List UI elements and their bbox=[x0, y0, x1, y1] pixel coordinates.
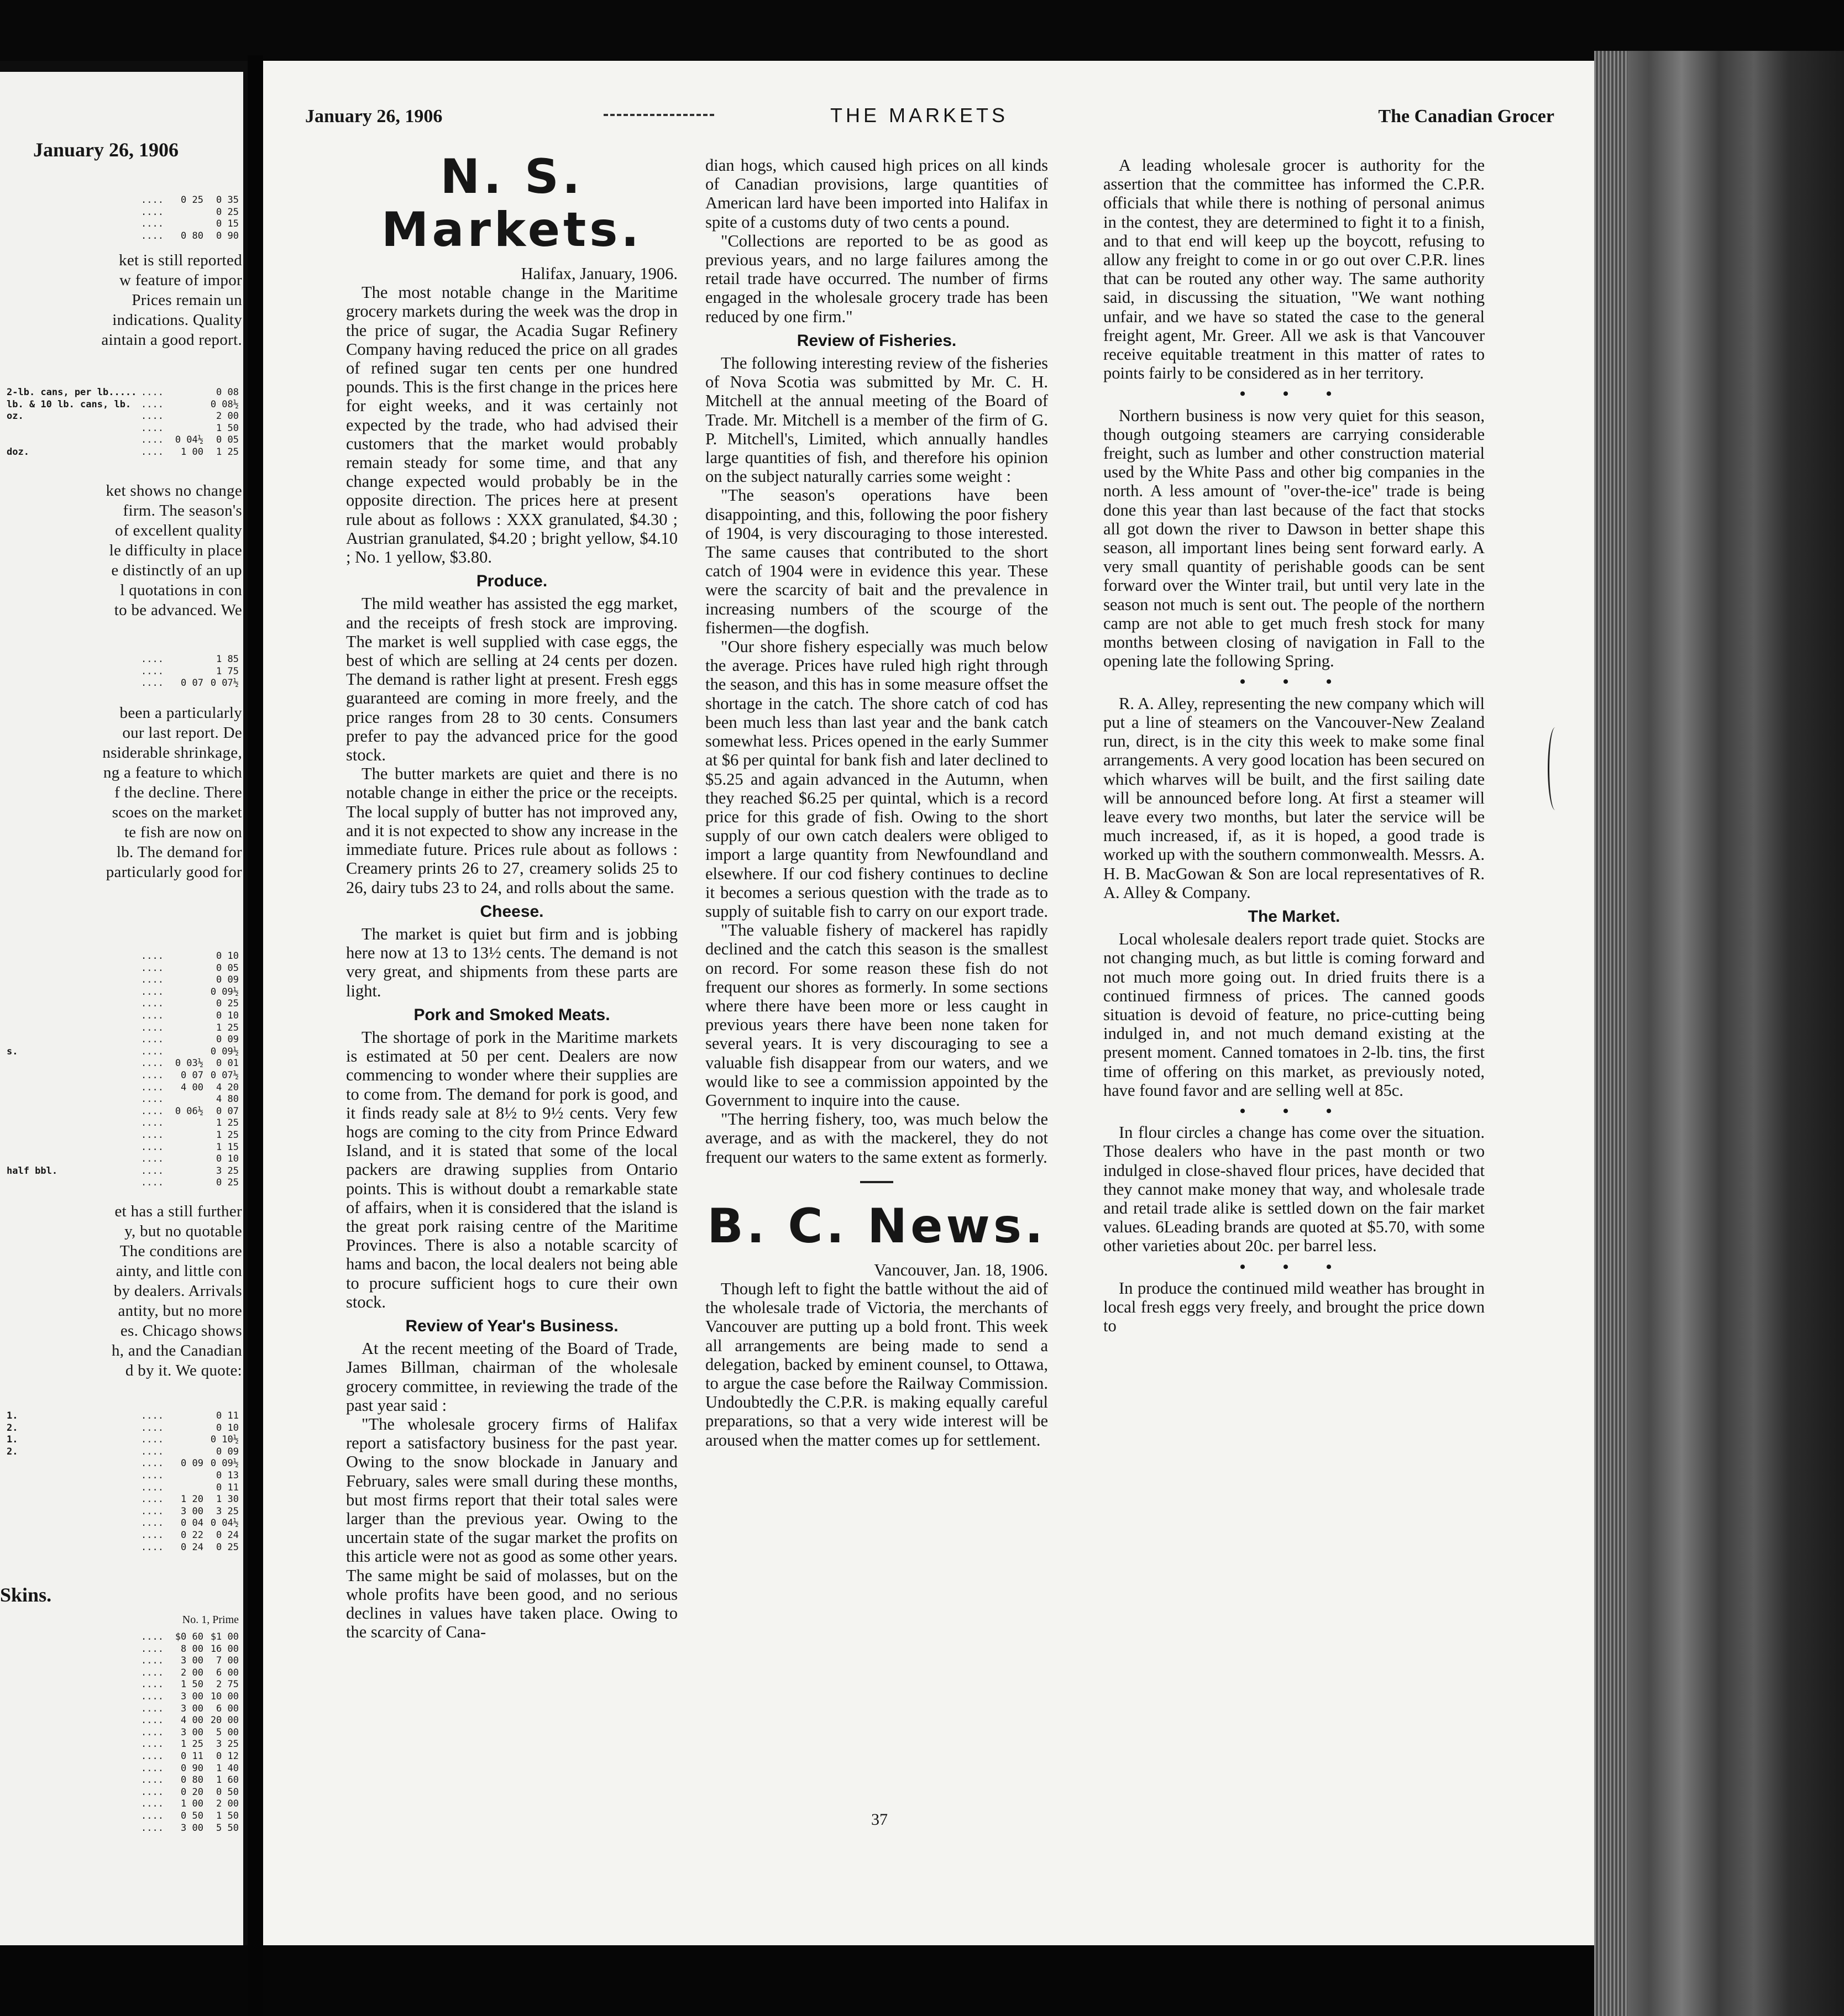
left-text-block-2 bbox=[106, 481, 242, 620]
left-text-line: ket is still reported bbox=[119, 251, 242, 269]
left-text-line: scoes on the market bbox=[112, 804, 242, 821]
column-1 bbox=[346, 144, 678, 1641]
price-row: .... 2 00 6 00 bbox=[141, 1667, 239, 1678]
price-row: .... 3 00 6 00 bbox=[141, 1703, 239, 1714]
bc-paragraph-steamers: R. A. Alley, representing the new company which will put a line of steamers on the Vancouver-New Zealand run, direct, is in the city this week to make some final arrangements. A very good location has been secured on which wharves will be built, and the first sailing date will be announced before long. At first a steamer will leave every two months, but later the service will be much increased, if, as it is hoped, a good trade is worked up with the southern commonwealth. Messrs. A. H. B. MacGowan & Son are local representatives of R. A. Alley & Company. bbox=[1103, 694, 1485, 902]
price-row: half bbl. .... 3 25 bbox=[7, 1165, 239, 1177]
scan-border-bottom bbox=[0, 1945, 1603, 2016]
price-row: .... 0 25 bbox=[141, 998, 239, 1010]
left-page-fragment bbox=[0, 72, 243, 1945]
price-row: .... 3 00 10 00 bbox=[141, 1691, 239, 1702]
price-row: .... 1 15 bbox=[141, 1141, 239, 1153]
price-row: .... 1 25 3 25 bbox=[141, 1739, 239, 1750]
left-price-list-6 bbox=[7, 1631, 239, 1834]
header-publication: The Canadian Grocer bbox=[1378, 106, 1554, 127]
price-row: .... 0 05 bbox=[141, 962, 239, 974]
newspaper-page bbox=[263, 61, 1594, 1945]
price-row: .... 0 50 1 50 bbox=[141, 1810, 239, 1821]
price-row: s. .... 0 09½ bbox=[7, 1046, 239, 1057]
header-ornament bbox=[604, 114, 714, 118]
separator-dots: • • • bbox=[1239, 385, 1349, 403]
left-text-line: antity, but no more bbox=[118, 1302, 242, 1320]
price-row: .... 1 25 bbox=[141, 1129, 239, 1141]
left-text-line: te fish are now on bbox=[124, 823, 242, 841]
price-row: .... 0 04½ 0 05 bbox=[141, 434, 239, 446]
price-row: .... 0 04 0 04½ bbox=[141, 1518, 239, 1529]
ns-markets-intro: The most notable change in the Maritime grocery markets during the week was the drop in the price of sugar, the Acadia Sugar Refinery Company having reduced the price on all grades of refined sugar ten cents per one hundred pounds. This is the first change in the prices here for eight weeks, and it was certainly not expected by the trade, who had advised their customers that the market would probably remain steady for some time, and that any change expected would probably be in the opposite direction. The prices here at present rule about as follows : XXX granulated, $4.30 ; Austrian granulated, $4.20 ; bright yellow, $4.10 ; No. 1 yellow, $3.80. bbox=[346, 283, 678, 567]
price-row: 2. .... 0 09 bbox=[7, 1446, 239, 1457]
left-text-line: been a particularly bbox=[119, 704, 242, 722]
left-text-line: w feature of impor bbox=[119, 271, 242, 289]
price-row: .... 0 09 0 09½ bbox=[141, 1458, 239, 1469]
ns-markets-dateline: Halifax, January, 1906. bbox=[521, 264, 678, 283]
price-row: .... 0 11 0 12 bbox=[141, 1750, 239, 1762]
fisheries-paragraph-4: "The valuable fishery of mackerel has rapidly declined and the catch this season is the smallest on record. For some reason these fish do not frequent our shores as formerly. In some sections where there have been more or less caught in previous years there have been none taken for several years. It is very discouraging to see a valuable fish disappear from our waters, and we would like to see a commission appointed by the Government to inquire into the cause. bbox=[705, 921, 1048, 1110]
bc-paragraph-produce: In produce the continued mild weather has brought in local fresh eggs very freely, and brought the price down to bbox=[1103, 1278, 1485, 1336]
left-text-line: of excellent quality bbox=[115, 522, 242, 539]
price-row: .... 1 00 2 00 bbox=[141, 1798, 239, 1810]
price-row: .... 4 00 20 00 bbox=[141, 1715, 239, 1726]
price-row: .... 0 20 0 50 bbox=[141, 1786, 239, 1798]
left-text-line: firm. The season's bbox=[123, 502, 242, 519]
column-3 bbox=[1103, 156, 1485, 1335]
bc-news-headline: B. C. News. bbox=[707, 1198, 1046, 1254]
collections-paragraph: "Collections are reported to be as good as previous years, and no large failures among the retail trade have occurred. The number of firms engaged in the wholesale grocery trade has been reduced by one firm." bbox=[705, 231, 1048, 326]
left-price-list-2 bbox=[7, 387, 239, 459]
price-row: .... 0 13 bbox=[141, 1469, 239, 1481]
price-row: .... 0 09½ bbox=[141, 986, 239, 998]
page-number: 37 bbox=[871, 1810, 888, 1829]
left-text-block-4 bbox=[112, 1201, 242, 1380]
year-review-paragraph-2: "The wholesale grocery firms of Halifax report a satisfactory business for the past year. Owing to the snow blockade in January and February, sales were small during these months, but most firms report that their total sales were larger than the previous year. Owing to the uncertain state of the sugar market the profits on this article were not as good as some other years. The same might be said of molasses, but on the whole profits have been good, and no serious declines in values have taken place. Owing to the scarcity of Cana- bbox=[346, 1414, 678, 1642]
separator-dots: • • • bbox=[1239, 673, 1349, 691]
left-text-line: le difficulty in place bbox=[109, 542, 242, 559]
price-row: lb. & 10 lb. cans, lb. .... 0 08½ bbox=[7, 398, 239, 410]
left-price-list-5 bbox=[7, 1410, 239, 1553]
left-text-line: f the decline. There bbox=[114, 784, 242, 801]
bc-news-dateline: Vancouver, Jan. 18, 1906. bbox=[874, 1260, 1048, 1279]
price-row: .... 0 10 bbox=[141, 951, 239, 962]
price-row: doz. .... 1 00 1 25 bbox=[7, 446, 239, 458]
price-row: .... 0 24 0 25 bbox=[141, 1541, 239, 1553]
produce-paragraph-1: The mild weather has assisted the egg market, and the receipts of fresh stock are improving. The market is well supplied with case eggs, the best of which are selling at 24 cents per dozen. The demand is rather light at present. Fresh eggs guaranteed are coming in more freely, and the price ranges from 28 to 30 cents. Consumers prefer to pay the advanced price for the good stock. bbox=[346, 594, 678, 765]
fisheries-paragraph-3: "Our shore fishery especially was much below the average. Prices have ruled high right through the season, and this has in some measure offset the shortage in the catch. The shore catch of cod has been much less than last year and the bank catch somewhat less. Prices opened in the early Summer at $6 per quintal for bank fish and later declined to $5.25 and again advanced in the Autumn, when they reached $6.25 per quintal, which is a record price for this grade of fish. Owing to the short supply of our own catch dealers were obliged to import a large quantity from Newfoundland and elsewhere. If our cod fishery continues to decline it becomes a serious question with the trade as to supply of suitable fish to carry on our export trade. bbox=[705, 637, 1049, 921]
price-row: .... 0 07 0 07½ bbox=[141, 1069, 239, 1081]
left-text-line: particularly good for bbox=[106, 863, 242, 881]
price-row: 2-lb. cans, per lb..... .... 0 08 bbox=[7, 387, 239, 398]
left-skins-heading: Skins. bbox=[0, 1584, 52, 1606]
price-row: .... 0 25 0 35 bbox=[141, 195, 239, 206]
price-row: .... 4 80 bbox=[141, 1094, 239, 1105]
left-price-list-4 bbox=[7, 951, 239, 1189]
price-row: .... 3 00 7 00 bbox=[141, 1655, 239, 1667]
left-text-line: lb. The demand for bbox=[116, 843, 242, 861]
header-section-title: THE MARKETS bbox=[830, 104, 1009, 127]
pork-heading: Pork and Smoked Meats. bbox=[413, 1005, 610, 1024]
price-row: .... 1 50 bbox=[141, 422, 239, 434]
left-price-list-3 bbox=[7, 654, 239, 690]
left-text-line: nsiderable shrinkage, bbox=[102, 744, 242, 762]
bc-paragraph-northern: Northern business is now very quiet for this season, though outgoing steamers are carrying considerable freight, such as lumber and other construction material used by the White Pass and other big companies in the north. A less amount of "over-the-ice" trade is being done this year than last because of the fact that stocks all got down the river to Dawson in better shape this season, all important lines being sent forward early. A very small quantity of perishable goods can be sent forward over the Winter trail, but until very late in the season not much is sent out. The people of the northern camp are not able to get much fresh stock for many months between closing of navigation in Fall to the opening late the following Spring. bbox=[1103, 406, 1485, 671]
price-row: 2. .... 0 10 bbox=[7, 1422, 239, 1434]
fisheries-paragraph-5: "The herring fishery, too, was much below the average, and as with the mackerel, they do not frequent our waters to the same extent as formerly. bbox=[705, 1110, 1048, 1167]
bc-paragraph-boycott: A leading wholesale grocer is authority for the assertion that the committee has informed the C.P.R. officials that while there is nothing of personal animus in the contest, they are determined to fight it to a finish, and to that end will keep up the boycott, refusing to allow any freight to come in or go out over C.P.R. lines that can be routed any other way. The same authority said, in discussing the situation, "We want nothing unfair, and we have so stated the case to the general freight agent, Mr. Greer. All we ask is that Vancouver receive equitable treatment in this matter of rates to points fairly to be considered as in her territory. bbox=[1103, 156, 1485, 383]
left-text-block-3 bbox=[102, 703, 242, 882]
left-text-block-1 bbox=[101, 250, 242, 350]
left-text-line: es. Chicago shows bbox=[120, 1322, 242, 1340]
price-row: .... 3 00 5 00 bbox=[141, 1726, 239, 1738]
produce-heading: Produce. bbox=[476, 572, 548, 591]
price-row: .... 1 50 2 75 bbox=[141, 1679, 239, 1691]
price-row: .... 0 25 bbox=[141, 1177, 239, 1189]
left-text-line: indications. Quality bbox=[112, 311, 242, 329]
left-text-line: our last report. De bbox=[122, 724, 242, 742]
price-row: .... 1 20 1 30 bbox=[141, 1494, 239, 1505]
left-text-line: ket shows no change bbox=[106, 482, 242, 500]
price-row: .... 0 10 bbox=[141, 1153, 239, 1165]
column-2 bbox=[705, 156, 1048, 1450]
price-row: .... 1 25 bbox=[141, 1117, 239, 1129]
fisheries-paragraph-2: "The season's operations have been disappointing, and this, following the poor fishery of 1904, is very discouraging to those interested. The same causes that contributed to the short catch of 1904 were in evidence this year. These were the scarcity of bait and the prevalence in increasing numbers of the scourge of the fishermen—the dogfish. bbox=[705, 486, 1048, 637]
price-row: .... 0 15 bbox=[141, 218, 239, 230]
price-row: .... 3 00 5 50 bbox=[141, 1822, 239, 1834]
scan-border-top bbox=[0, 0, 1844, 61]
left-text-line: Prices remain un bbox=[132, 291, 242, 309]
bc-paragraph-flour: In flour circles a change has come over the situation. Those dealers who have in the past month or two indulged in close-shaved flour prices, have decided that they cannot make money that way, and wholesale trade and retail trade alike is settled down on the fair market values. 6Leading brands are quoted at $5.70, with some other varieties about 20c. per barrel less. bbox=[1103, 1123, 1485, 1256]
left-text-line: et has a still further bbox=[114, 1203, 242, 1220]
left-text-line: ainty, and little con bbox=[116, 1262, 242, 1280]
price-row: 1. .... 0 10½ bbox=[7, 1434, 239, 1446]
price-row: .... 0 06½ 0 07 bbox=[141, 1105, 239, 1117]
price-row: .... $0 60 $1 00 bbox=[141, 1631, 239, 1642]
price-row: oz. .... 2 00 bbox=[7, 411, 239, 422]
left-text-line: d by it. We quote: bbox=[125, 1362, 242, 1379]
running-header bbox=[305, 106, 1554, 139]
book-binding-edge bbox=[1594, 51, 1844, 2016]
separator-dots: • • • bbox=[1239, 1257, 1349, 1276]
header-date: January 26, 1906 bbox=[305, 106, 443, 127]
price-row: .... 0 80 1 60 bbox=[141, 1775, 239, 1786]
left-page-date: January 26, 1906 bbox=[33, 139, 179, 161]
price-row: .... 0 90 1 40 bbox=[141, 1762, 239, 1774]
bc-paragraph-market: Local wholesale dealers report trade quiet. Stocks are not changing much, as but little is coming forward and not much more going out. In dried fruits there is a continued firmness of prices. The canned goods situation is devoid of feature, no price-cutting being indulged in, and not much demand existing at the present moment. Canned tomatoes in 2-lb. tins, the first time of offering on this market, as previously noted, have found favor and are selling well at 85c. bbox=[1103, 930, 1485, 1100]
left-text-line: l quotations in con bbox=[120, 581, 242, 599]
ns-markets-headline: N. S. Markets. bbox=[381, 149, 643, 258]
left-text-line: e distinctly of an up bbox=[111, 561, 242, 579]
section-divider bbox=[860, 1181, 893, 1183]
price-row: .... 4 00 4 20 bbox=[141, 1082, 239, 1093]
pork-paragraph: The shortage of pork in the Maritime markets is estimated at 50 per cent. Dealers are now commencing to wonder where their supplies are to come from. The demand for pork is good, and it finds ready sale at 8½ to 9½ cents. Very few hogs are coming to the city from Prince Edward Island, and it is stated that some of the local packers are drawing supplies from Ontario points. This is without doubt a remarkable state of affairs, when it is considered that the island is the great pork raising centre of the Maritime Provinces. There is also a notable scarcity of hams and bacon, the local dealers not being able to procure sufficient hogs to cure their own stock. bbox=[346, 1027, 678, 1311]
left-skins-column-header: No. 1, Prime bbox=[182, 1614, 239, 1626]
price-row: .... 0 80 0 90 bbox=[141, 230, 239, 242]
price-row: .... 8 00 16 00 bbox=[141, 1643, 239, 1655]
left-price-list-1 bbox=[7, 195, 239, 242]
cheese-heading: Cheese. bbox=[480, 902, 544, 921]
page-gutter bbox=[248, 55, 263, 2016]
left-text-line: ng a feature to which bbox=[103, 764, 242, 781]
price-row: .... 1 85 bbox=[141, 654, 239, 665]
left-text-line: The conditions are bbox=[119, 1242, 242, 1260]
left-text-line: aintain a good report. bbox=[101, 331, 242, 349]
fisheries-paragraph-1: The following interesting review of the fisheries of Nova Scotia was submitted by Mr. C. H. Mitchell at the annual meeting of the Board of Trade. Mr. Mitchell is a member of the firm of G. P. Mitchell's, Limited, which annually handles large quantities of fish, and therefore his opinion on the subject naturally carries some weight : bbox=[705, 354, 1048, 486]
bc-news-paragraph-1: Though left to fight the battle without the aid of the wholesale trade of Victoria, the merchants of Vancouver are putting up a bold front. This week all arrangements are being made to send a delegation, backed by eminent counsel, to Ottawa, to argue the case before the Railway Commission. Undoubtedly the C.P.R. is making equally careful preparations, so that a very wide interest will be aroused when the matter comes up for settlement. bbox=[705, 1279, 1048, 1450]
produce-paragraph-2: The butter markets are quiet and there is no notable change in either the price or the receipts. The local supply of butter has not improved any, and it is not expected to show any increase in the immediate future. Prices rule about as follows : Creamery prints 26 to 27, creamery solids 25 to 26, dairy tubs 23 to 24, and rolls about the same. bbox=[346, 764, 678, 897]
price-row: 1. .... 0 11 bbox=[7, 1410, 239, 1421]
price-row: .... 0 25 bbox=[141, 206, 239, 218]
fisheries-heading: Review of Fisheries. bbox=[797, 331, 957, 350]
price-row: .... 0 11 bbox=[141, 1482, 239, 1493]
year-review-paragraph-1: At the recent meeting of the Board of Trade, James Billman, chairman of the wholesale grocery committee, in reviewing the trade of the past year said : bbox=[346, 1339, 678, 1415]
price-row: .... 3 00 3 25 bbox=[141, 1505, 239, 1517]
price-row: .... 0 07 0 07½ bbox=[141, 678, 239, 689]
price-row: .... 0 03½ 0 01 bbox=[141, 1058, 239, 1069]
year-review-continued: dian hogs, which caused high prices on all kinds of Canadian provisions, large quantities of American lard have been imported into Halifax in spite of a customs duty of two cents a pound. bbox=[705, 156, 1048, 232]
left-text-line: h, and the Canadian bbox=[111, 1342, 242, 1359]
price-row: .... 0 10 bbox=[141, 1010, 239, 1021]
price-row: .... 1 75 bbox=[141, 665, 239, 677]
cheese-paragraph: The market is quiet but firm and is jobbing here now at 13 to 13½ cents. The demand is not very great, and shipments from these parts are light. bbox=[346, 924, 678, 1000]
the-market-heading: The Market. bbox=[1248, 907, 1340, 926]
price-row: .... 0 22 0 24 bbox=[141, 1529, 239, 1541]
pencil-bracket-mark bbox=[1548, 727, 1563, 810]
left-text-line: to be advanced. We bbox=[114, 601, 242, 619]
year-review-heading: Review of Year's Business. bbox=[405, 1316, 619, 1335]
left-text-line: by dealers. Arrivals bbox=[113, 1282, 242, 1300]
left-text-line: y, but no quotable bbox=[124, 1222, 242, 1240]
price-row: .... 0 09 bbox=[141, 974, 239, 986]
price-row: .... 0 09 bbox=[141, 1034, 239, 1046]
price-row: .... 1 25 bbox=[141, 1022, 239, 1033]
separator-dots: • • • bbox=[1239, 1101, 1349, 1120]
